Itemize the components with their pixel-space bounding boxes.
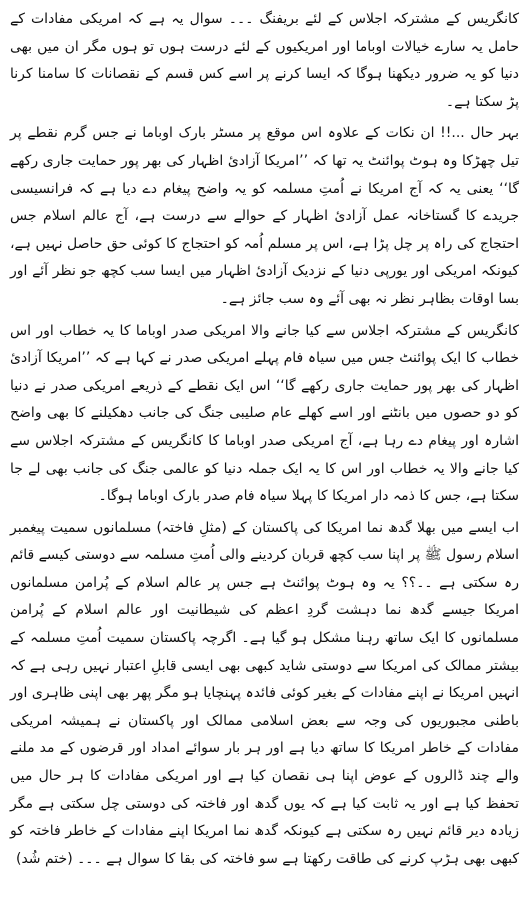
article-paragraph-2: بہر حال ...!! ان نکات کے علاوہ اس موقع پر مسٹر بارک اوباما نے جس گرم نقطے پر تیل چھڑکا وہ ہوٹ پوائنٹ یہ تھا کہ ’’امریکا آزادیٔ اظہار کی بھر پور حمایت جاری رکھے گا‘‘ یعنی یہ کہ آج امریکا نے اُمتِ مسلمہ کو یہ واضح پیغام دے دیا ہے کہ فرانسیسی جریدے کا گستاخانہ عمل آزادیٔ اظہار کے حوالے سے درست ہے، آج عالم اسلام جس احتجاج کی راہ پر چل پڑا ہے، اس پر مسلم اُمہ کو احتجاج کا کوئی حق حاصل نہیں ہے، کیونکہ امریکی اور یورپی دنیا کے نزدیک آزادیٔ اظہار میں ایسا سب کچھ جو نظر آئے اور بسا اوقات بظاہر نظر نہ بھی آئے وہ سب جائز ہے۔	[10, 125, 519, 307]
article-paragraph-3: کانگریس کے مشترکہ اجلاس سے کیا جانے والا امریکی صدر اوباما کا یہ خطاب اور اس خطاب کا ایک پوائنٹ جس میں سیاہ فام پہلے امریکی صدر نے کہا ہے کہ ’’امریکا آزادیٔ اظہار کی بھر پور حمایت جاری رکھے گا‘‘ اس ایک نقطے کے ذریعے امریکی صدر نے دنیا کو دو حصوں میں بانٹنے اور اسے کھلے عام صلیبی جنگ کی جانب دھکیلنے کا بھی واضح اشارہ اور پیغام دے رہا ہے، آج امریکی صدر اوباما کا کانگریس کے مشترکہ اجلاس سے کیا جانے والا یہ خطاب اور اس کا یہ ایک جملہ دنیا کو عالمی جنگ کی جانب بھی لے جا سکتا ہے، جس کا ذمہ دار امریکا کا پہلا سیاہ فام صدر بارک اوباما ہوگا۔	[10, 322, 519, 505]
article-paragraph-1: کانگریس کے مشترکہ اجلاس کے لئے بریفنگ ۔۔۔ سوال یہ ہے کہ امریکی مفادات کے حامل یہ سارے خیالات اوباما اور امریکیوں کے لئے درست ہوں تو ہوں مگر ان میں بھی دنیا کو یہ ضرور دیکھنا ہوگا کہ ایسا کرنے پر اسے کس قسم کے نقصانات کا سامنا کرنا پڑ سکتا ہے۔	[10, 11, 519, 110]
article-paragraph-4: اب ایسے میں بھلا گدھ نما امریکا کی پاکستان کے (مثلِ فاختہ) مسلمانوں سمیت پیغمبر اسلام رسول ﷺ پر اپنا سب کچھ قربان کردینے والی اُمتِ مسلمہ سے دوستی کیسے قائم رہ سکتی ہے ۔۔؟؟ یہ وہ ہوٹ پوائنٹ ہے جس پر عالم اسلام کے پُرامن مسلمانوں امریکا جیسے گدھ نما دہشت گردِ اعظم کی شیطانیت اور عالم اسلام کے پُرامن مسلمانوں کا ایک ساتھ رہنا مشکل ہو گیا ہے۔ اگرچہ پاکستان سمیت اُمتِ مسلمہ کے بیشتر ممالک کی امریکا سے دوستی شاید کبھی بھی ایسی قابلِ اعتبار نہیں رہی ہے کہ انہیں امریکا نے اپنے مفادات کے بغیر کوئی فائدہ پہنچایا ہو مگر پھر بھی اپنی ظاہری اور باطنی مجبوریوں کی وجہ سے بعض اسلامی ممالک اور پاکستان نے ہمیشہ امریکی مفادات کے خاطر امریکا کا ساتھ دیا ہے اور ہر بار سوائے امداد اور قرضوں کے مد ملنے والے چند ڈالروں کے عوض اپنا ہی نقصان کیا ہے اور امریکی مفادات کا ہر حال میں تحفظ کیا ہے اور یہ ثابت کیا ہے کہ یوں گدھ اور فاختہ کی دوستی چل سکتی ہے مگر زیادہ دیر قائم نہیں رہ سکتی ہے کیونکہ گدھ نما امریکا اپنے مفادات کے خاطر فاختہ کو کبھی بھی ہڑپ کرنے کی طاقت رکھتا ہے سو فاختہ کی بقا کا سوال ہے ۔۔۔ (ختم شُد)	[10, 519, 519, 867]
